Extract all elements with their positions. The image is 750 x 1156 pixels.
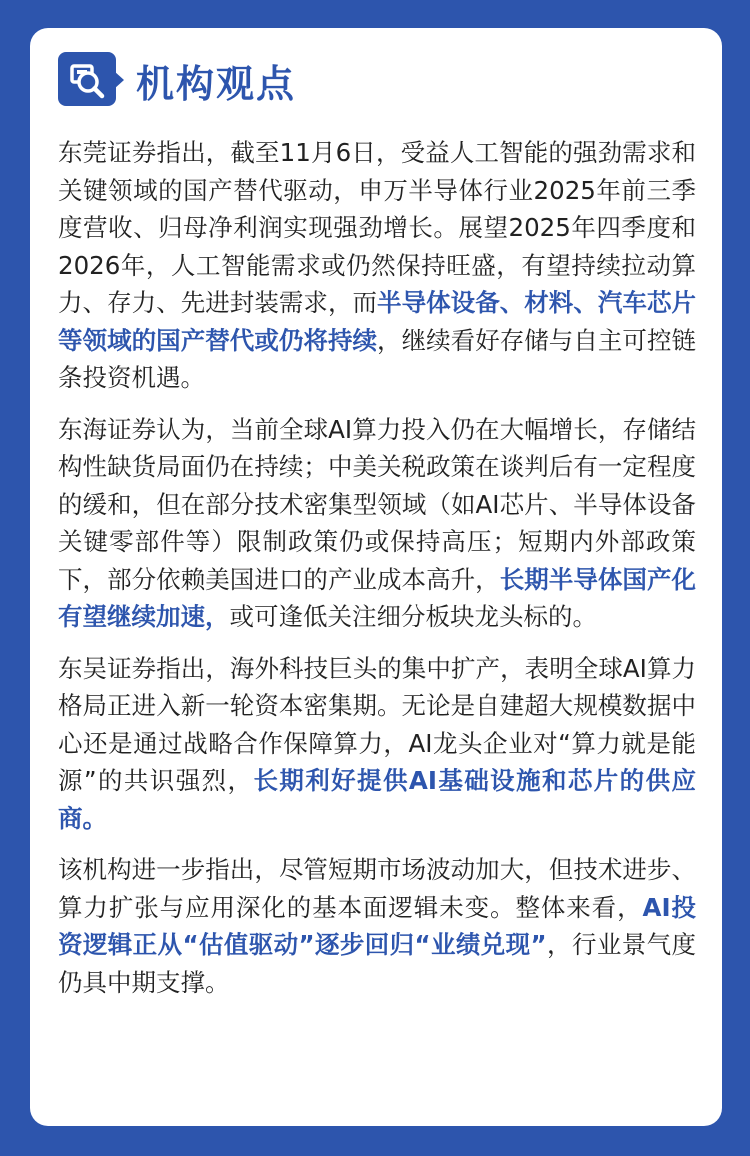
content-card (30, 28, 722, 1126)
paragraph-text: 东莞证券指出，截至11月6日，受益人工智能的强劲需求和关键领域的国产替代驱动，申万半导体行业2025年前三季度营收、归母净利润实现强劲增长。展望2025年四季度和2026年，人工智能需求或仍然保持旺盛，有望持续拉动算力、存力、先进封装需求，而 (58, 138, 696, 317)
highlight-text: 半导体设备、材料、汽车芯片等领域的国产替代或仍将持续 (58, 288, 697, 355)
paragraph-dongwu (58, 650, 696, 838)
paragraph-donghai (58, 411, 696, 636)
highlight-text: 长期利好提供AI基础设施和芯片的供应商。 (58, 766, 696, 833)
paragraph-text: 东吴证券指出，海外科技巨头的集中扩产，表明全球AI算力格局正进入新一轮资本密集期。无论是自建超大规模数据中心还是通过战略合作保障算力，AI龙头企业对“算力就是能源”的共识强烈， (58, 653, 696, 795)
paragraph-text: ，行业景气度仍具中期支撑。 (58, 930, 696, 997)
section-header (58, 48, 696, 112)
paragraph-text: 该机构进一步指出，尽管短期市场波动加大，但技术进步、算力扩张与应用深化的基本面逻辑未变。整体来看， (58, 855, 696, 922)
paragraph-text: ，继续看好存储与自主可控链条投资机遇。 (58, 325, 697, 392)
paragraph-text: 东海证券认为，当前全球AI算力投入仍在大幅增长，存储结构性缺货局面仍在持续；中美关税政策在谈判后有一定程度的缓和，但在部分技术密集型领域（如AI芯片、半导体设备关键零部件等）限制政策仍或保持高压；短期内外部政策下，部分依赖美国进口的产业成本高升， (58, 414, 696, 594)
search-document-icon (58, 52, 126, 108)
paragraph-text: 或可逢低关注细分板块龙头标的。 (229, 602, 597, 631)
page-title: 机构观点 (136, 61, 297, 106)
paragraph-dongguan (58, 134, 696, 397)
highlight-text: 长期半导体国产化有望继续加速， (58, 564, 696, 631)
highlight-text: AI投资逻辑正从“估值驱动”逐步回归“业绩兑现” (58, 892, 697, 959)
paragraph-further (58, 851, 696, 1001)
